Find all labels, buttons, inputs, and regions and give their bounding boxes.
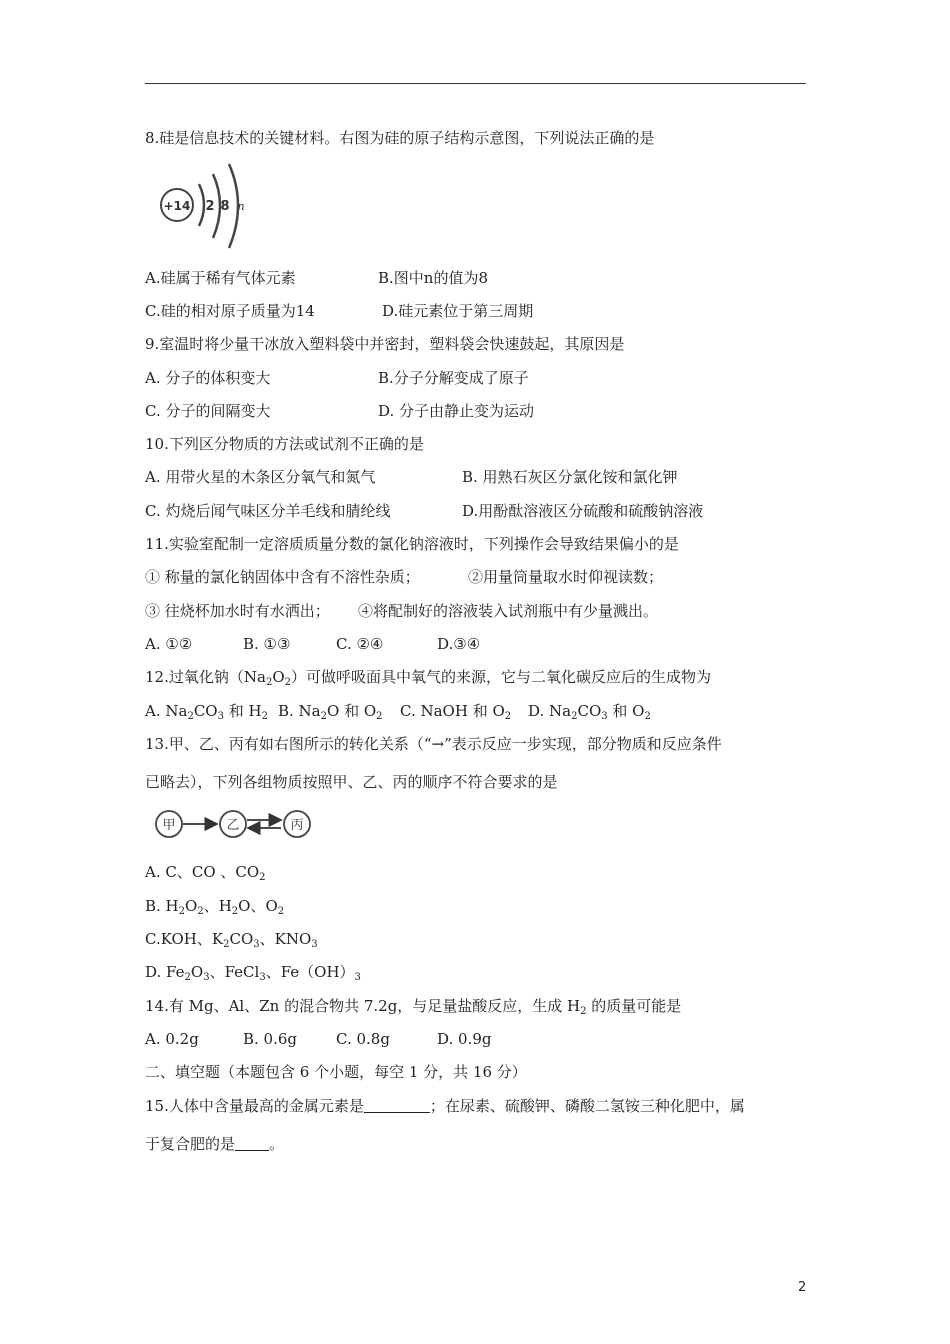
silicon-atom-structure-diagram: [153, 156, 253, 252]
shell-3-electrons: n: [237, 200, 245, 213]
q11-item-2: ②用量筒量取水时仰视读数；: [468, 568, 664, 586]
q11-items-row1: [145, 567, 664, 587]
q9-options-row1: [145, 368, 529, 388]
q10-options-row1: [145, 467, 678, 487]
nucleus-charge: +14: [163, 199, 191, 213]
q8-options-row1: [145, 268, 488, 288]
q14-options: [145, 1029, 492, 1049]
node-yi-label: 乙: [226, 818, 240, 833]
q12-option-a: A. $Na_2CO_3$ 和 $H_2$: [145, 702, 268, 722]
q13-conversion-diagram: [153, 808, 315, 840]
q12-option-d: D. $Na_2CO_3$ 和 $O_2$: [528, 702, 651, 722]
q13-option-c: C.KOH、$K_2CO_3$、$KNO_3$: [145, 930, 318, 950]
q15-blank-2: [235, 1135, 269, 1151]
q8-option-c: C.硅的相对原子质量为14: [145, 302, 315, 320]
q11-option-c: C. ②④: [336, 635, 384, 653]
q10-option-a: A. 用带火星的木条区分氧气和氮气: [145, 468, 376, 486]
q8-stem: 8.硅是信息技术的关键材料。右图为硅的原子结构示意图，下列说法正确的是: [145, 129, 655, 147]
q15-blank-1: [364, 1097, 430, 1113]
q11-item-3: ③ 往烧杯加水时有水洒出；: [145, 602, 330, 620]
shell-1-electrons: 2: [205, 199, 215, 214]
q9-option-a: A. 分子的体积变大: [145, 369, 271, 387]
q14-option-b: B. 0.6g: [243, 1030, 298, 1048]
q8-option-d: D.硅元素位于第三周期: [382, 302, 534, 320]
q8-option-a: A.硅属于稀有气体元素: [145, 269, 296, 287]
shell-2-electrons: 8: [220, 199, 230, 214]
electron-shell-1-arc: [199, 184, 204, 226]
q14-option-d: D. 0.9g: [437, 1030, 492, 1048]
q10-options-row2: [145, 501, 704, 521]
q13-option-a: A. C、CO 、$CO_2$: [145, 863, 266, 883]
q11-option-a: A. ①②: [145, 635, 193, 653]
q15-line2: 于复合肥的是 。: [145, 1135, 285, 1153]
q11-option-b: B. ①③: [243, 635, 291, 653]
q10-option-b: B. 用熟石灰区分氯化铵和氯化钾: [462, 468, 678, 486]
q13-stem-line1: 13.甲、乙、丙有如右图所示的转化关系（“→”表示反应一步实现，部分物质和反应条件: [145, 735, 722, 753]
q14-stem: 14.有 Mg、Al、Zn 的混合物共 7.2g，与足量盐酸反应，生成 $H_2$ 的质量可能是: [145, 997, 682, 1017]
q10-stem: 10.下列区分物质的方法或试剂不正确的是: [145, 435, 424, 453]
q9-option-c: C. 分子的间隔变大: [145, 402, 271, 420]
q12-option-b: B. $Na_2O$ 和 $O_2$: [278, 702, 383, 722]
q11-item-4: ④将配制好的溶液装入试剂瓶中有少量溅出。: [358, 602, 659, 620]
q11-item-1: ① 称量的氯化钠固体中含有不溶性杂质；: [145, 568, 420, 586]
q13-option-b: B. $H_2O_2$、$H_2O$、$O_2$: [145, 897, 285, 917]
page-number: 2: [798, 1280, 807, 1295]
q13-option-d: D. $Fe_2O_3$、FeCl$_3$、$Fe(OH)_3$: [145, 963, 361, 983]
q12-stem: 12.过氧化钠$(Na_2O_2)$可做呼吸面具中氧气的来源，它与二氧化碳反应后的生成物为: [145, 668, 712, 688]
section-2-heading: 二、填空题（本题包含 6 个小题，每空 1 分，共 16 分）: [145, 1063, 527, 1081]
header-rule: [145, 83, 806, 84]
q12-option-c: C. NaOH 和 $O_2$: [400, 702, 512, 722]
q8-options-row2: [145, 301, 534, 321]
q8-option-b: B.图中n的值为8: [378, 269, 488, 287]
q11-items-row2: [145, 601, 659, 621]
q14-option-a: A. 0.2g: [145, 1030, 199, 1048]
q9-stem: 9.室温时将少量干冰放入塑料袋中并密封，塑料袋会快速鼓起，其原因是: [145, 335, 625, 353]
q15-line1: 15.人体中含量最高的金属元素是 ；在尿素、硫酸钾、磷酸二氢铵三种化肥中，属: [145, 1097, 745, 1115]
q14-option-c: C. 0.8g: [336, 1030, 390, 1048]
q9-option-d: D. 分子由静止变为运动: [378, 402, 535, 420]
q11-options: [145, 634, 481, 654]
q11-stem: 11.实验室配制一定溶质质量分数的氯化钠溶液时，下列操作会导致结果偏小的是: [145, 535, 679, 553]
q12-options: [145, 701, 651, 722]
q13-stem-line2: 已略去），下列各组物质按照甲、乙、丙的顺序不符合要求的是: [145, 773, 558, 791]
node-bing-label: 丙: [290, 818, 304, 833]
q10-option-c: C. 灼烧后闻气味区分羊毛线和腈纶线: [145, 502, 391, 520]
node-jia-label: 甲: [162, 818, 176, 833]
q11-option-d: D.③④: [437, 635, 481, 653]
q10-option-d: D.用酚酞溶液区分硫酸和硫酸钠溶液: [462, 502, 704, 520]
q9-option-b: B.分子分解变成了原子: [378, 369, 529, 387]
q9-options-row2: [145, 401, 535, 421]
